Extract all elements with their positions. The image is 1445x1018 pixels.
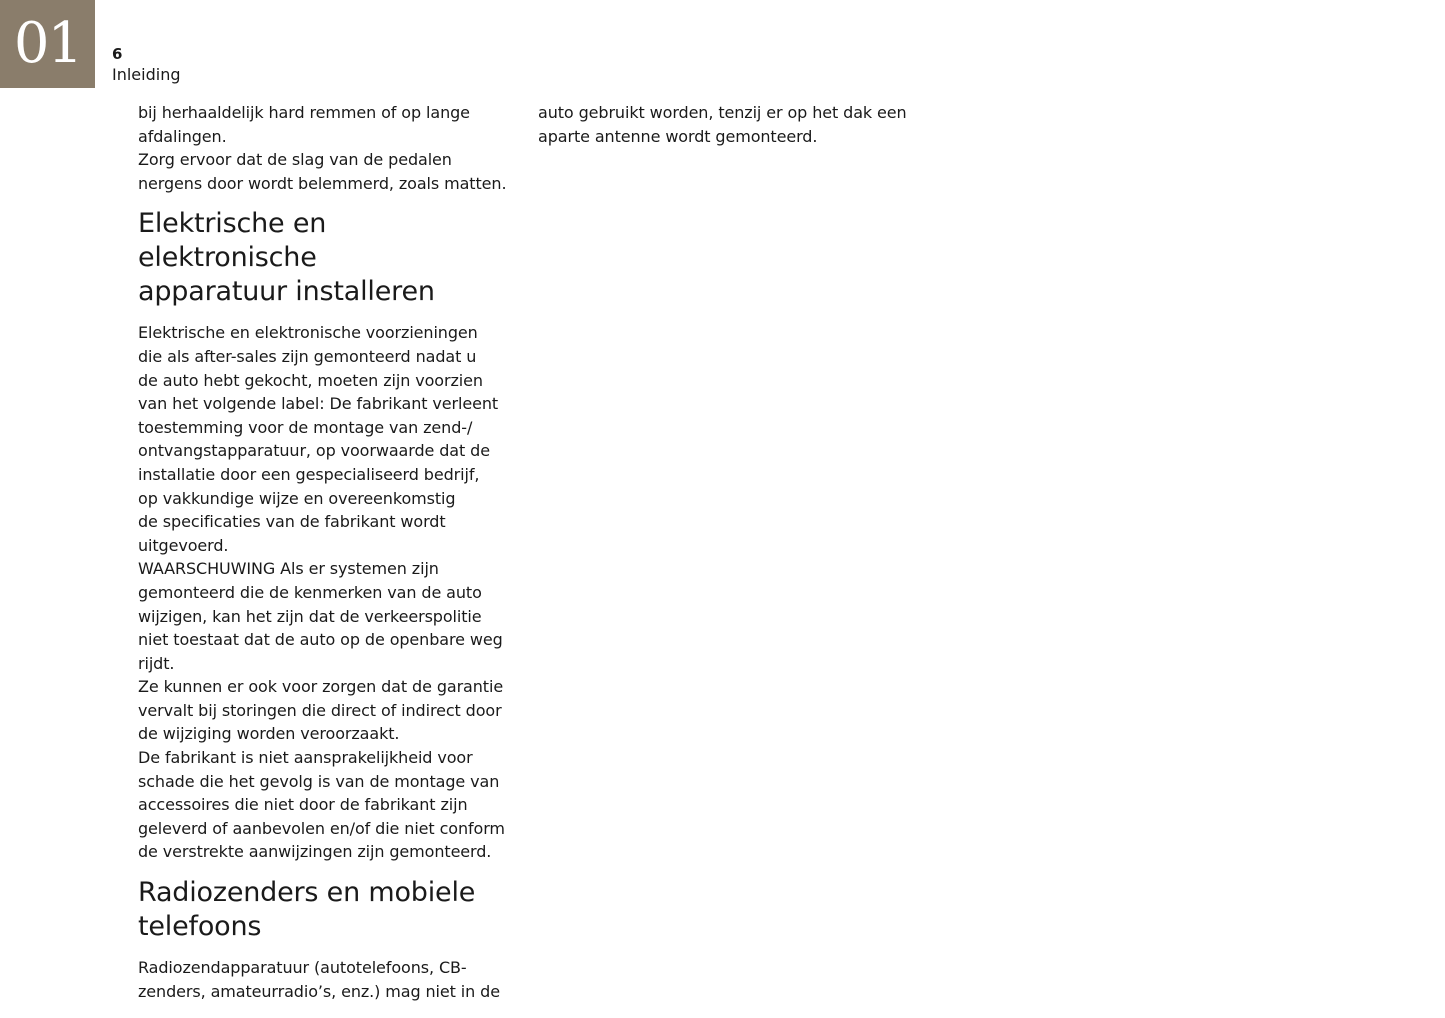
text-line: de wijziging worden veroorzaakt. — [138, 724, 400, 744]
body-text-radio — [138, 956, 508, 1003]
heading-electrical-equipment — [138, 207, 508, 309]
text-line: die als after-sales zijn gemonteerd nadat u — [138, 346, 477, 366]
text-line: gemonteerd die de kenmerken van de auto — [138, 582, 482, 602]
text-line: wijzigen, kan het zijn dat de verkeerspolitie — [138, 606, 482, 626]
text-line: rijdt. — [138, 653, 175, 673]
text-line: ontvangstapparatuur, op voorwaarde dat de — [138, 441, 490, 461]
text-line: nergens door wordt belemmerd, zoals matten. — [138, 173, 507, 193]
text-line: bij herhaaldelijk hard remmen of op lange — [138, 103, 470, 122]
text-line: Radiozendapparatuur (autotelefoons, CB- — [138, 958, 467, 978]
chapter-tab — [0, 0, 95, 88]
left-column — [138, 101, 508, 1003]
text-line: WAARSCHUWING Als er systemen zijn — [138, 559, 439, 579]
heading-line: telefoons — [138, 911, 262, 943]
text-line: de verstrekte aanwijzingen zijn gemonteerd. — [138, 842, 492, 862]
chapter-number: 01 — [13, 11, 82, 76]
text-line: aparte antenne wordt gemonteerd. — [538, 126, 818, 146]
text-line: toestemming voor de montage van zend-/ — [138, 417, 473, 437]
text-line: Zorg ervoor dat de slag van de pedalen — [138, 150, 452, 170]
text-line: de auto hebt gekocht, moeten zijn voorzien — [138, 370, 483, 390]
body-text-radio-continued — [538, 101, 908, 148]
text-line: uitgevoerd. — [138, 535, 229, 555]
text-line: installatie door een gespecialiseerd bedrijf, — [138, 464, 480, 484]
right-column — [538, 101, 908, 148]
text-line: zenders, amateurradio’s, enz.) mag niet in de — [138, 981, 500, 1001]
page-header — [112, 44, 181, 86]
body-text-intro — [138, 101, 508, 195]
text-line: niet toestaat dat de auto op de openbare weg — [138, 630, 503, 650]
heading-radio-transmitters — [138, 876, 508, 944]
text-line: de specificaties van de fabrikant wordt — [138, 512, 446, 532]
text-line: geleverd of aanbevolen en/of die niet conform — [138, 818, 505, 838]
heading-line: apparatuur installeren — [138, 276, 435, 308]
text-line: Elektrische en elektronische voorzieningen — [138, 323, 478, 343]
text-line: De fabrikant is niet aansprakelijkheid voor — [138, 748, 473, 768]
text-line: accessoires die niet door de fabrikant zijn — [138, 795, 468, 815]
text-line: auto gebruikt worden, tenzij er op het dak een — [538, 103, 907, 122]
page-number: 6 — [112, 45, 123, 63]
text-line: Ze kunnen er ook voor zorgen dat de garantie — [138, 677, 504, 697]
heading-line: Radiozenders en mobiele — [138, 877, 476, 909]
body-text-electrical — [138, 321, 508, 864]
section-title: Inleiding — [112, 65, 181, 84]
text-line: afdalingen. — [138, 126, 227, 146]
text-line: van het volgende label: De fabrikant verleent — [138, 394, 499, 414]
text-line: vervalt bij storingen die direct of indirect door — [138, 700, 502, 720]
text-line: op vakkundige wijze en overeenkomstig — [138, 488, 456, 508]
heading-line: Elektrische en elektronische — [138, 208, 327, 274]
text-line: schade die het gevolg is van de montage van — [138, 771, 500, 791]
